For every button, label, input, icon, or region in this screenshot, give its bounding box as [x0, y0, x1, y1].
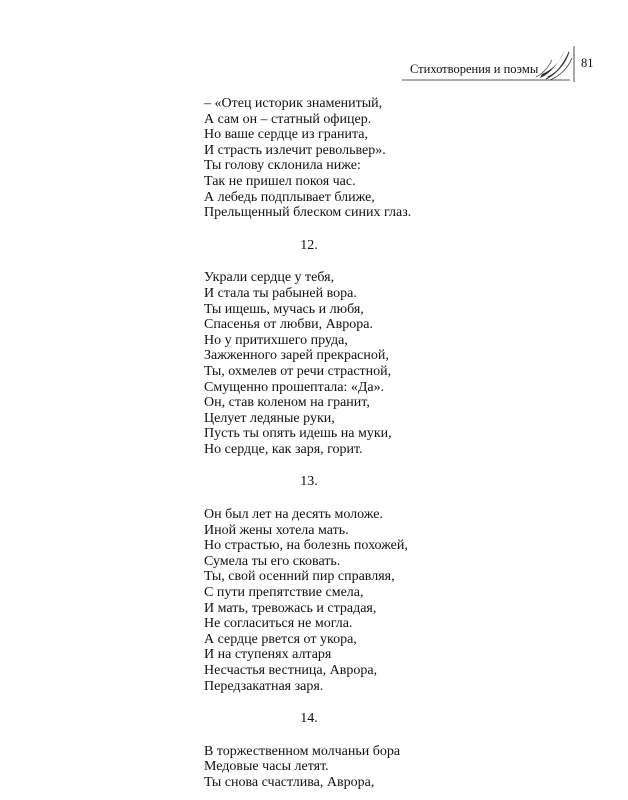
poem-line: И мать, тревожась и страдая, — [204, 600, 377, 616]
poem-body — [204, 96, 544, 791]
poem-line: Но страстью, на болезнь похожей, — [204, 538, 408, 554]
poem-line: Несчастья вестница, Аврора, — [204, 663, 378, 678]
poem-line: – «Отец историк знаменитый, — [204, 96, 383, 111]
poem-line: Медовые часы летят. — [204, 759, 329, 775]
poem-line: И стала ты рабыней вора. — [204, 285, 357, 301]
poem-line: Зажженного зарей прекрасной, — [204, 348, 389, 364]
poem-line: Ты, охмелев от речи страстной, — [204, 363, 392, 379]
poem-line: Но у притихшего пруда, — [204, 332, 348, 348]
poem-line: Ты голову склонила ниже: — [204, 158, 361, 174]
section-number: 12. — [300, 237, 318, 253]
stanza — [204, 744, 544, 791]
poem-line: Ты снова счастлива, Аврора, — [204, 774, 375, 790]
section-number: 14. — [300, 711, 318, 727]
poem-line: Пусть ты опять идешь на муки, — [204, 426, 392, 442]
poem-line: Смущенно прошептала: «Да». — [204, 379, 385, 395]
stanza — [204, 270, 544, 457]
poem-line: А сам он – статный офицер. — [204, 111, 372, 127]
poem-line: Прельщенный блеском синих глаз. — [204, 205, 412, 221]
poem-line: И страсть излечит револьвер». — [204, 142, 386, 158]
poem-line: А лебедь подплывает ближе, — [204, 189, 375, 205]
poem-line: Ты ищешь, мучась и любя, — [204, 301, 364, 317]
poem-line: Передзакатная заря. — [204, 678, 324, 694]
stanza — [204, 96, 544, 221]
running-header — [400, 44, 610, 84]
page-number: 81 — [581, 56, 594, 70]
poem-line: А сердце рвется от укора, — [204, 631, 357, 647]
poem-line: Ты, свой осенний пир справляя, — [204, 569, 395, 585]
section-number: 13. — [300, 474, 318, 490]
stanza — [204, 507, 544, 694]
poem-line: Иной жены хотела мать. — [204, 522, 349, 538]
poem-line: Украли сердце у тебя, — [204, 270, 335, 286]
poem-line: Он был лет на десять моложе. — [204, 507, 383, 523]
poem-line: В торжественном молчаньи бора — [204, 743, 401, 759]
poem-line: Не согласиться не могла. — [204, 616, 353, 632]
poem-line: Но ваше сердце из гранита, — [204, 127, 368, 143]
poem-line: Целует ледяные руки, — [204, 410, 335, 426]
running-header-title: Стихотворения и поэмы — [410, 62, 539, 76]
poem-line: С пути препятствие смела, — [204, 585, 364, 601]
poem-line: Так не пришел покоя час. — [204, 173, 356, 189]
poem-line: Он, став коленом на гранит, — [204, 395, 370, 411]
poem-line: Спасенья от любви, Аврора. — [204, 317, 373, 333]
poem-line: Но сердце, как заря, горит. — [204, 441, 363, 457]
poem-line: И на ступенях алтаря — [204, 647, 332, 663]
poem-line: Сумела ты его сковать. — [204, 553, 341, 569]
